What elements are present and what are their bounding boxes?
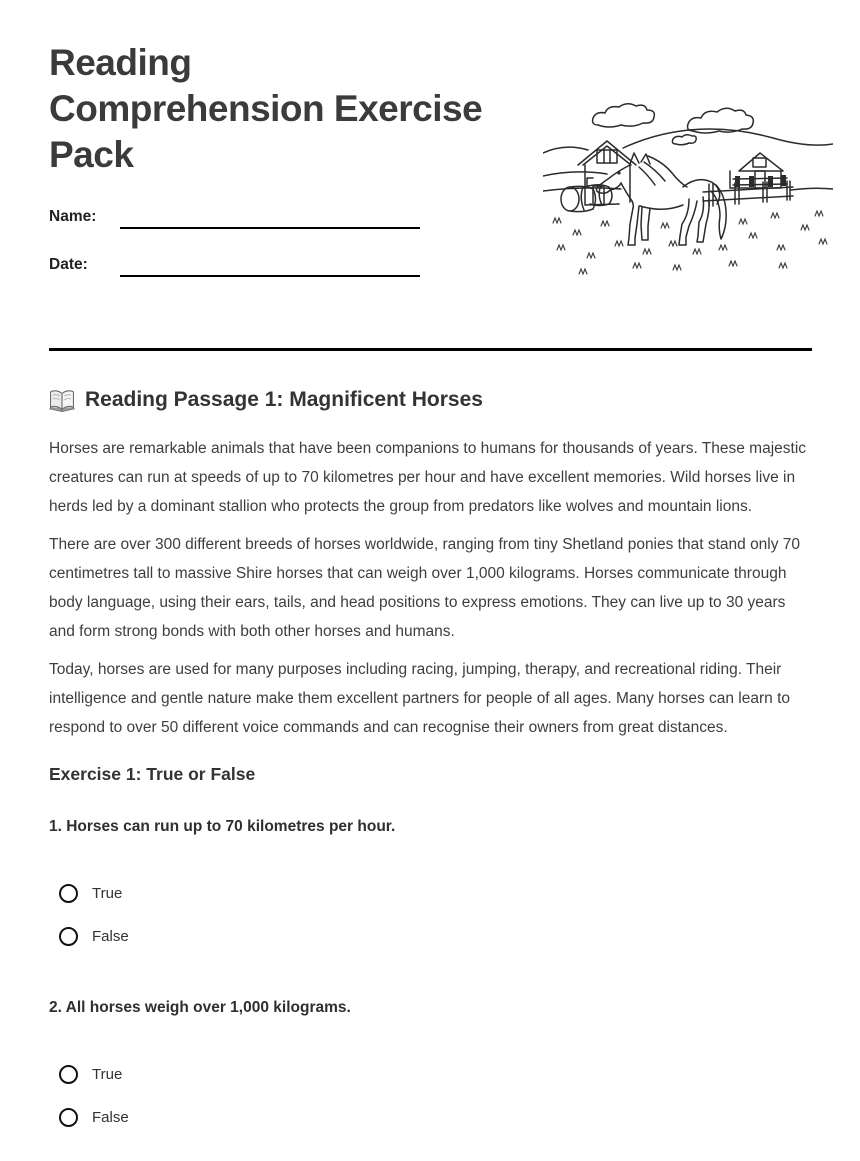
option-label: True — [92, 1065, 123, 1083]
page-title-line: Comprehension Exercise — [49, 88, 483, 129]
passage-heading — [49, 386, 813, 414]
question-2-option-false[interactable] — [59, 1105, 813, 1129]
page-title — [49, 40, 529, 178]
name-input-line[interactable] — [120, 205, 420, 229]
radio-button-unselected[interactable] — [59, 1065, 78, 1084]
section-divider — [49, 348, 812, 351]
option-label: False — [92, 1108, 129, 1126]
option-label: True — [92, 884, 123, 902]
page-title-line: Pack — [49, 134, 134, 175]
question-2-options — [49, 1062, 813, 1129]
passage-paragraph: There are over 300 different breeds of horses worldwide, ranging from tiny Shetland ponies that stand only 70 centimetres tall to massive Shire horses that can weigh over 1,000 kilograms. Horses communicate through body language, using their ears, tails, and head positions to express emotions. They can live up to 30 years and form strong bonds with both other horses and humans. — [49, 536, 801, 640]
date-field-row — [49, 253, 420, 277]
question-1-label: 1. Horses can run up to 70 kilometres per hour. — [49, 818, 396, 835]
option-label: False — [92, 927, 129, 945]
name-label: Name: — [49, 208, 97, 225]
page-title-line: Reading — [49, 42, 192, 83]
question-1-options — [49, 881, 813, 948]
passage-paragraph: Today, horses are used for many purposes including racing, jumping, therapy, and recreational riding. Their intelligence and gentle nature make them excellent partners for people of all ages. Many horses can learn to respond to over 50 different voice commands and can recognise their owners from great distances. — [49, 661, 790, 736]
radio-button-unselected[interactable] — [59, 1108, 78, 1127]
question-1 — [49, 815, 813, 948]
question-2-label: 2. All horses weigh over 1,000 kilograms. — [49, 999, 351, 1016]
passage-paragraph: Horses are remarkable animals that have been companions to humans for thousands of years. These majestic creatures can run at speeds of up to 70 kilometres per hour and have excellent memories. Wild horses live in herds led by a dominant stallion who protects the group from predators like wolves and mountain lions. — [49, 440, 807, 515]
date-label: Date: — [49, 256, 88, 273]
question-1-option-true[interactable] — [59, 881, 813, 905]
open-book-icon — [49, 389, 75, 412]
horse-farm-drawing — [543, 98, 833, 288]
radio-button-unselected[interactable] — [59, 927, 78, 946]
exercise-heading: Exercise 1: True or False — [49, 764, 256, 784]
question-1-option-false[interactable] — [59, 924, 813, 948]
horse-farm-illustration — [543, 98, 833, 288]
name-field-row — [49, 205, 420, 229]
question-2 — [49, 996, 813, 1129]
date-input-line[interactable] — [120, 253, 420, 277]
passage-heading-text: Reading Passage 1: Magnificent Horses — [85, 388, 483, 411]
main-content — [49, 386, 813, 1129]
question-2-option-true[interactable] — [59, 1062, 813, 1086]
radio-button-unselected[interactable] — [59, 884, 78, 903]
